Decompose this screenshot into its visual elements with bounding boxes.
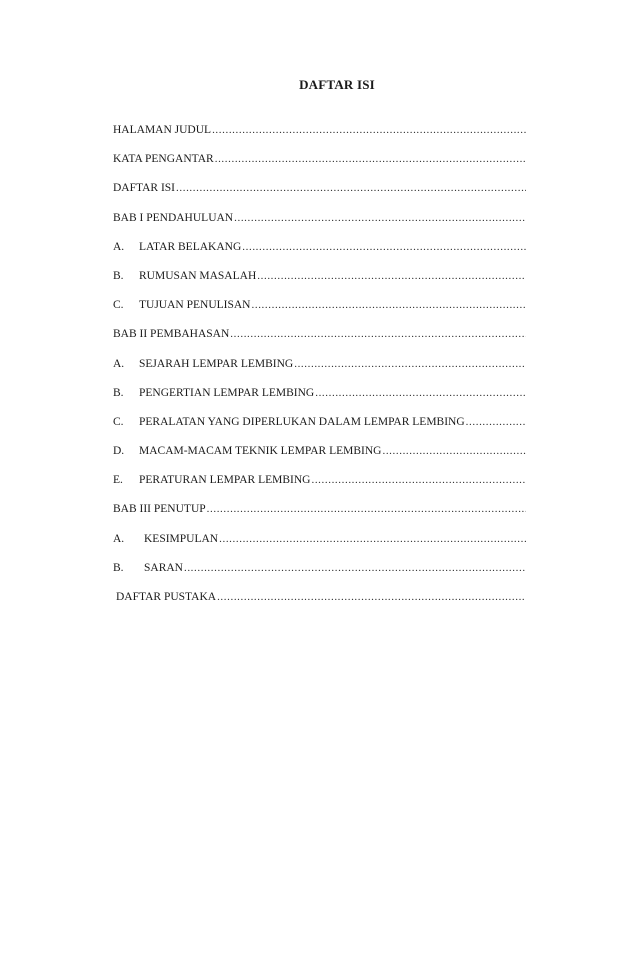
toc-entry-text: PERALATAN YANG DIPERLUKAN DALAM LEMPAR LEMBING bbox=[139, 415, 465, 428]
toc-entry-text: SEJARAH LEMPAR LEMBING bbox=[139, 357, 294, 370]
toc-entry-text: PERATURAN LEMPAR LEMBING bbox=[139, 474, 311, 487]
toc-entry-letter: C. bbox=[113, 299, 124, 312]
toc-entry-macam-teknik bbox=[113, 445, 526, 474]
toc-entry-letter: B. bbox=[113, 561, 124, 574]
toc-entry-kata-pengantar bbox=[113, 153, 526, 182]
toc-entry-letter: C. bbox=[113, 415, 124, 428]
toc-entry-text: DAFTAR ISI bbox=[113, 182, 176, 195]
toc-entry-saran bbox=[113, 562, 526, 591]
dot-leader bbox=[184, 562, 526, 574]
toc-entry-daftar-isi bbox=[113, 182, 526, 211]
toc-entry-letter: E. bbox=[113, 474, 123, 487]
toc-entry-text: BAB III PENUTUP bbox=[113, 503, 206, 516]
toc-entry-text: BAB I PENDAHULUAN bbox=[113, 211, 234, 224]
toc-entry-halaman-judul bbox=[113, 124, 526, 153]
toc-entry-letter: A. bbox=[113, 357, 125, 370]
dot-leader bbox=[315, 387, 526, 399]
dot-leader bbox=[234, 212, 526, 224]
toc-entry-daftar-pustaka bbox=[113, 591, 526, 620]
dot-leader bbox=[466, 416, 526, 428]
page-title: DAFTAR ISI bbox=[299, 77, 375, 92]
toc-entry-text: KATA PENGANTAR bbox=[113, 153, 214, 166]
dot-leader bbox=[176, 182, 526, 194]
toc-entry-rumusan-masalah bbox=[113, 270, 526, 299]
dot-leader bbox=[217, 591, 526, 603]
toc-entry-text: LATAR BELAKANG bbox=[139, 240, 242, 253]
toc-entry-letter: A. bbox=[113, 532, 125, 545]
toc-entry-letter: B. bbox=[113, 269, 124, 282]
toc-entry-kesimpulan bbox=[113, 533, 526, 562]
dot-leader bbox=[382, 445, 526, 457]
toc-entry-tujuan-penulisan bbox=[113, 299, 526, 328]
toc-entry-text: HALAMAN JUDUL bbox=[113, 124, 212, 136]
toc-entry-latar-belakang bbox=[113, 241, 526, 270]
dot-leader bbox=[219, 533, 526, 545]
toc-entry-letter: B. bbox=[113, 386, 124, 399]
toc-entry-letter: D. bbox=[113, 445, 125, 458]
toc-entry-text: TUJUAN PENULISAN bbox=[139, 299, 251, 312]
toc-entry-peralatan bbox=[113, 416, 526, 445]
dot-leader bbox=[252, 299, 527, 311]
table-of-contents bbox=[113, 124, 526, 620]
toc-entry-text: PENGERTIAN LEMPAR LEMBING bbox=[139, 386, 315, 399]
toc-entry-text: DAFTAR PUSTAKA bbox=[116, 591, 217, 603]
toc-entry-text: KESIMPULAN bbox=[144, 532, 219, 545]
toc-entry-text: SARAN bbox=[144, 561, 183, 574]
dot-leader bbox=[294, 358, 526, 370]
toc-entry-text: MACAM-MACAM TEKNIK LEMPAR LEMBING bbox=[139, 445, 382, 458]
toc-entry-sejarah bbox=[113, 358, 526, 387]
toc-entry-text: BAB II PEMBAHASAN bbox=[113, 328, 230, 341]
dot-leader bbox=[215, 153, 526, 165]
dot-leader bbox=[230, 328, 526, 340]
toc-entry-bab-1 bbox=[113, 212, 526, 241]
dot-leader bbox=[212, 124, 526, 136]
toc-entry-bab-2 bbox=[113, 328, 526, 357]
toc-entry-text: RUMUSAN MASALAH bbox=[139, 269, 257, 282]
toc-entry-letter: A. bbox=[113, 240, 125, 253]
dot-leader bbox=[242, 241, 526, 253]
toc-entry-pengertian bbox=[113, 387, 526, 416]
dot-leader bbox=[311, 474, 526, 486]
toc-entry-peraturan bbox=[113, 474, 526, 503]
toc-entry-bab-3 bbox=[113, 503, 526, 532]
dot-leader bbox=[207, 503, 526, 515]
dot-leader bbox=[257, 270, 526, 282]
